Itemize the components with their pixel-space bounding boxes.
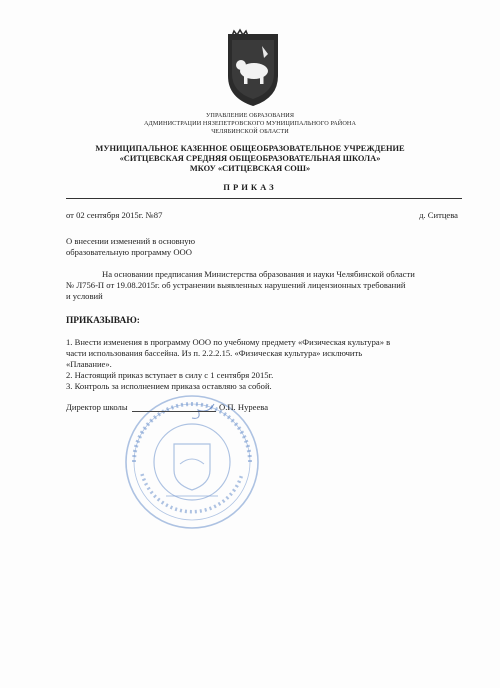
item-1-line-2: части использования бассейна. Из п. 2.2.2.15. «Физическая культура» исключить: [66, 348, 363, 358]
item-1-line-3: «Плавание».: [66, 359, 112, 369]
signature-name: О.П. Нуреева: [219, 402, 269, 412]
item-1-line-1: 1. Внести изменения в программу ООО по учебному предмету «Физическая культура» в: [66, 337, 391, 347]
org-line-2: «СИТЦЕВСКАЯ СРЕДНЯЯ ОБЩЕОБРАЗОВАТЕЛЬНАЯ ШКОЛА»: [119, 154, 381, 163]
header-line-1: УПРАВЛЕНИЕ ОБРАЗОВАНИЯ: [205, 112, 295, 119]
org-line-1: МУНИЦИПАЛЬНОЕ КАЗЕННОЕ ОБЩЕОБРАЗОВАТЕЛЬНОЕ УЧРЕЖДЕНИЕ: [95, 144, 405, 153]
subject-line-2: образовательную программу ООО: [66, 247, 192, 257]
item-3: 3. Контроль за исполнением приказа оставляю за собой.: [66, 381, 272, 391]
subject-line-1: О внесении изменений в основную: [66, 236, 196, 246]
header-line-2: АДМИНИСТРАЦИИ НЯЗЕПЕТРОВСКОГО МУНИЦИПАЛЬНОГО РАЙОНА: [143, 120, 357, 127]
coat-of-arms-bear-icon: [224, 28, 282, 108]
basis-line-2: № Л756-П от 19.08.2015г. об устранении выявленных нарушений лицензионных требований: [66, 280, 406, 290]
order-items: [66, 337, 466, 392]
item-2: 2. Настоящий приказ вступает в силу с 1 сентября 2015г.: [66, 370, 274, 380]
order-heading: ПРИКАЗЫВАЮ:: [66, 316, 140, 326]
school-seal-icon: [122, 392, 262, 532]
place-name: д. Ситцева: [419, 210, 458, 220]
basis-line-3: и условий: [66, 291, 103, 301]
basis-line-1: На основании предписания Министерства образования и науки Челябинской области: [102, 269, 415, 279]
basis-paragraph: [66, 269, 464, 302]
document-title: ПРИКАЗ: [223, 182, 277, 192]
signature-line: [132, 411, 216, 412]
org-line-3: МКОУ «СИТЦЕВСКАЯ СОШ»: [189, 164, 311, 173]
header-line-3: ЧЕЛЯБИНСКОЙ ОБЛАСТИ: [211, 128, 289, 135]
signature-label: Директор школы: [66, 402, 128, 412]
header-divider: [66, 198, 462, 199]
subject-block: [66, 236, 266, 258]
date-number: от 02 сентября 2015г. №87: [66, 210, 163, 220]
